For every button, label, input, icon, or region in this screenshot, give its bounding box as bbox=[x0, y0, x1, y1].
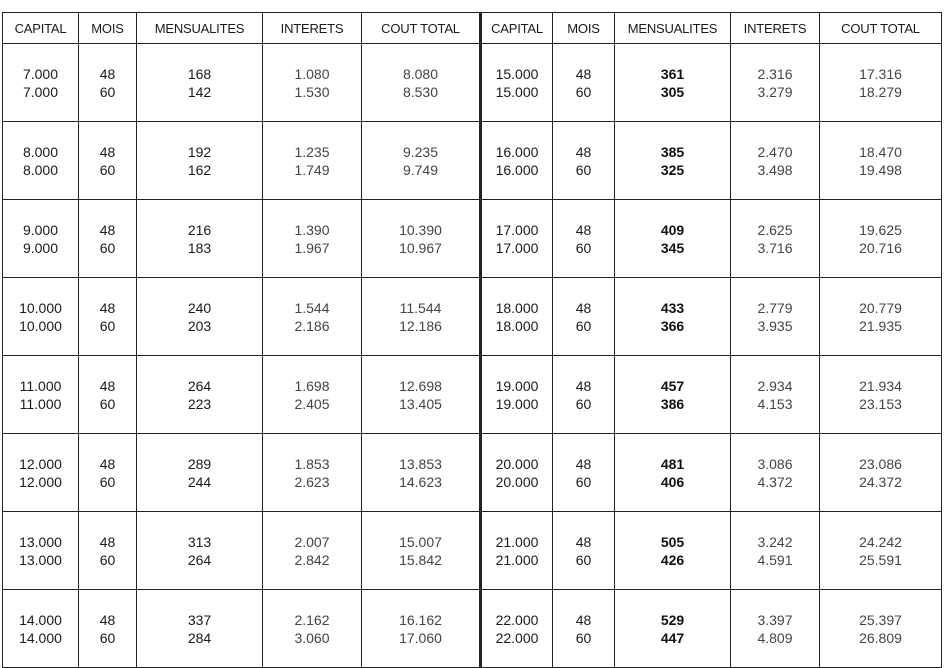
right-mensualites-cell bbox=[615, 278, 731, 356]
header-right-mensualites: MENSUALITES bbox=[615, 13, 731, 44]
cout-total-value-60: 21.935 bbox=[859, 317, 902, 334]
interets-value-60: 3.498 bbox=[757, 161, 793, 178]
mensualites-value-48: 313 bbox=[187, 533, 212, 550]
interets-value-60: 2.186 bbox=[294, 317, 330, 334]
right-cout-total-cell bbox=[820, 434, 942, 512]
mois-value-48: 48 bbox=[575, 455, 592, 472]
left-cout-total-cell bbox=[362, 278, 481, 356]
left-interets-cell bbox=[263, 44, 362, 122]
interets-value-48: 1.544 bbox=[294, 299, 330, 316]
mensualites-value-60: 142 bbox=[187, 83, 212, 100]
interets-value-48: 2.007 bbox=[294, 533, 330, 550]
capital-value-48: 9.000 bbox=[22, 221, 59, 238]
capital-value-48: 17.000 bbox=[495, 221, 539, 238]
left-cout-total-cell bbox=[362, 434, 481, 512]
cout-total-value-48: 8.080 bbox=[402, 65, 439, 82]
interets-value-48: 1.080 bbox=[294, 65, 330, 82]
interets-value-48: 3.086 bbox=[757, 455, 793, 472]
mois-value-60: 60 bbox=[99, 395, 116, 412]
right-mois-cell bbox=[553, 278, 615, 356]
right-capital-cell bbox=[481, 200, 553, 278]
cout-total-value-60: 24.372 bbox=[859, 473, 902, 490]
right-cout-total-cell bbox=[820, 590, 942, 668]
cout-total-value-60: 19.498 bbox=[859, 161, 902, 178]
right-mensualites-cell bbox=[615, 512, 731, 590]
header-right-cout-total: COUT TOTAL bbox=[820, 13, 942, 44]
capital-value-48: 13.000 bbox=[19, 533, 62, 550]
interets-value-48: 1.235 bbox=[294, 143, 330, 160]
mois-value-60: 60 bbox=[99, 161, 116, 178]
cout-total-value-60: 13.405 bbox=[399, 395, 442, 412]
cout-total-value-60: 25.591 bbox=[859, 551, 902, 568]
left-interets-cell bbox=[263, 590, 362, 668]
right-mensualites-cell bbox=[615, 44, 731, 122]
mensualites-value-48: 529 bbox=[660, 611, 685, 628]
mois-value-60: 60 bbox=[99, 83, 116, 100]
right-mois-cell bbox=[553, 512, 615, 590]
right-cout-total-cell bbox=[820, 44, 942, 122]
interets-value-48: 1.390 bbox=[294, 221, 330, 238]
mensualites-value-48: 505 bbox=[660, 533, 685, 550]
mois-value-48: 48 bbox=[575, 533, 592, 550]
right-mois-cell bbox=[553, 122, 615, 200]
header-left-interets: INTERETS bbox=[263, 13, 362, 44]
right-capital-cell bbox=[481, 356, 553, 434]
mois-value-60: 60 bbox=[575, 161, 592, 178]
right-capital-cell bbox=[481, 590, 553, 668]
cout-total-value-48: 11.544 bbox=[399, 299, 442, 316]
right-interets-cell bbox=[731, 512, 820, 590]
left-mensualites-cell bbox=[137, 278, 263, 356]
mois-value-60: 60 bbox=[99, 473, 116, 490]
left-interets-cell bbox=[263, 512, 362, 590]
mensualites-value-48: 409 bbox=[660, 221, 685, 238]
left-cout-total-cell bbox=[362, 200, 481, 278]
mois-value-60: 60 bbox=[575, 83, 592, 100]
left-mois-cell bbox=[79, 590, 137, 668]
capital-value-60: 13.000 bbox=[19, 551, 62, 568]
left-mensualites-cell bbox=[137, 590, 263, 668]
mois-value-60: 60 bbox=[99, 551, 116, 568]
cout-total-value-48: 12.698 bbox=[399, 377, 442, 394]
cout-total-value-60: 12.186 bbox=[399, 317, 442, 334]
cout-total-value-60: 15.842 bbox=[399, 551, 442, 568]
right-interets-cell bbox=[731, 356, 820, 434]
cout-total-value-48: 23.086 bbox=[859, 455, 902, 472]
left-mensualites-cell bbox=[137, 44, 263, 122]
interets-value-48: 2.316 bbox=[757, 65, 793, 82]
capital-value-48: 12.000 bbox=[19, 455, 62, 472]
cout-total-value-48: 10.390 bbox=[399, 221, 442, 238]
mensualites-value-60: 264 bbox=[187, 551, 212, 568]
right-interets-cell bbox=[731, 278, 820, 356]
interets-value-60: 2.842 bbox=[294, 551, 330, 568]
interets-value-60: 4.591 bbox=[757, 551, 793, 568]
cout-total-value-60: 20.716 bbox=[859, 239, 902, 256]
left-capital-cell bbox=[3, 434, 79, 512]
cout-total-value-60: 18.279 bbox=[859, 83, 902, 100]
left-cout-total-cell bbox=[362, 590, 481, 668]
left-interets-cell bbox=[263, 278, 362, 356]
interets-value-60: 1.749 bbox=[294, 161, 330, 178]
left-interets-cell bbox=[263, 200, 362, 278]
header-left-cout-total: COUT TOTAL bbox=[362, 13, 481, 44]
interets-value-60: 2.405 bbox=[294, 395, 330, 412]
header-right-capital: CAPITAL bbox=[481, 13, 553, 44]
right-cout-total-cell bbox=[820, 122, 942, 200]
capital-value-60: 15.000 bbox=[495, 83, 539, 100]
capital-value-60: 12.000 bbox=[19, 473, 62, 490]
capital-value-48: 15.000 bbox=[495, 65, 539, 82]
right-mois-cell bbox=[553, 44, 615, 122]
cout-total-value-60: 8.530 bbox=[402, 83, 439, 100]
interets-value-48: 2.934 bbox=[757, 377, 793, 394]
right-mois-cell bbox=[553, 434, 615, 512]
interets-value-60: 3.716 bbox=[757, 239, 793, 256]
interets-value-48: 1.698 bbox=[294, 377, 330, 394]
mensualites-value-48: 457 bbox=[660, 377, 685, 394]
mois-value-48: 48 bbox=[99, 533, 116, 550]
capital-value-48: 19.000 bbox=[495, 377, 539, 394]
capital-value-60: 11.000 bbox=[19, 395, 62, 412]
left-capital-cell bbox=[3, 44, 79, 122]
mensualites-value-48: 337 bbox=[187, 611, 212, 628]
mois-value-48: 48 bbox=[99, 377, 116, 394]
mois-value-60: 60 bbox=[99, 629, 116, 646]
interets-value-48: 2.162 bbox=[294, 611, 330, 628]
right-mensualites-cell bbox=[615, 434, 731, 512]
mois-value-60: 60 bbox=[575, 317, 592, 334]
interets-value-48: 2.470 bbox=[757, 143, 793, 160]
interets-value-48: 3.242 bbox=[757, 533, 793, 550]
interets-value-60: 3.279 bbox=[757, 83, 793, 100]
capital-value-48: 11.000 bbox=[19, 377, 62, 394]
mois-value-60: 60 bbox=[575, 239, 592, 256]
mensualites-value-48: 481 bbox=[660, 455, 685, 472]
interets-value-60: 4.809 bbox=[757, 629, 793, 646]
interets-value-60: 1.967 bbox=[294, 239, 330, 256]
cout-total-value-60: 26.809 bbox=[859, 629, 902, 646]
left-capital-cell bbox=[3, 200, 79, 278]
left-capital-cell bbox=[3, 278, 79, 356]
interets-value-60: 3.935 bbox=[757, 317, 793, 334]
left-cout-total-cell bbox=[362, 512, 481, 590]
interets-value-60: 4.372 bbox=[757, 473, 793, 490]
capital-value-48: 18.000 bbox=[495, 299, 539, 316]
right-mois-cell bbox=[553, 200, 615, 278]
mensualites-value-60: 447 bbox=[660, 629, 685, 646]
capital-value-60: 9.000 bbox=[22, 239, 59, 256]
right-interets-cell bbox=[731, 200, 820, 278]
capital-value-48: 21.000 bbox=[495, 533, 539, 550]
left-mois-cell bbox=[79, 122, 137, 200]
right-cout-total-cell bbox=[820, 512, 942, 590]
capital-value-60: 16.000 bbox=[495, 161, 539, 178]
mois-value-48: 48 bbox=[99, 455, 116, 472]
capital-value-60: 20.000 bbox=[495, 473, 539, 490]
left-mois-cell bbox=[79, 200, 137, 278]
mois-value-60: 60 bbox=[575, 473, 592, 490]
mois-value-48: 48 bbox=[99, 221, 116, 238]
mois-value-48: 48 bbox=[575, 611, 592, 628]
capital-value-48: 16.000 bbox=[495, 143, 539, 160]
header-right-mois: MOIS bbox=[553, 13, 615, 44]
mois-value-60: 60 bbox=[575, 395, 592, 412]
left-capital-cell bbox=[3, 590, 79, 668]
left-mois-cell bbox=[79, 44, 137, 122]
capital-value-48: 8.000 bbox=[22, 143, 59, 160]
mensualites-value-60: 366 bbox=[660, 317, 685, 334]
interets-value-48: 2.779 bbox=[757, 299, 793, 316]
mois-value-48: 48 bbox=[575, 143, 592, 160]
left-interets-cell bbox=[263, 122, 362, 200]
table-row bbox=[3, 434, 942, 512]
right-mensualites-cell bbox=[615, 200, 731, 278]
right-capital-cell bbox=[481, 434, 553, 512]
left-cout-total-cell bbox=[362, 44, 481, 122]
left-mois-cell bbox=[79, 278, 137, 356]
cout-total-value-48: 20.779 bbox=[859, 299, 902, 316]
table-row bbox=[3, 278, 942, 356]
header-left-mensualites: MENSUALITES bbox=[137, 13, 263, 44]
capital-value-48: 10.000 bbox=[19, 299, 62, 316]
left-mensualites-cell bbox=[137, 356, 263, 434]
mois-value-60: 60 bbox=[99, 239, 116, 256]
interets-value-60: 4.153 bbox=[757, 395, 793, 412]
capital-value-60: 19.000 bbox=[495, 395, 539, 412]
cout-total-value-48: 13.853 bbox=[399, 455, 442, 472]
mois-value-48: 48 bbox=[575, 221, 592, 238]
mensualites-value-60: 406 bbox=[660, 473, 685, 490]
left-capital-cell bbox=[3, 512, 79, 590]
left-mensualites-cell bbox=[137, 434, 263, 512]
right-capital-cell bbox=[481, 512, 553, 590]
table-row bbox=[3, 590, 942, 668]
interets-value-48: 3.397 bbox=[757, 611, 793, 628]
cout-total-value-60: 10.967 bbox=[399, 239, 442, 256]
right-mois-cell bbox=[553, 356, 615, 434]
cout-total-value-48: 9.235 bbox=[402, 143, 439, 160]
mensualites-value-60: 426 bbox=[660, 551, 685, 568]
mensualites-value-60: 284 bbox=[187, 629, 212, 646]
right-cout-total-cell bbox=[820, 200, 942, 278]
cout-total-value-48: 16.162 bbox=[399, 611, 442, 628]
mensualites-value-60: 162 bbox=[187, 161, 212, 178]
mois-value-48: 48 bbox=[99, 611, 116, 628]
mois-value-48: 48 bbox=[575, 377, 592, 394]
mensualites-value-60: 305 bbox=[660, 83, 685, 100]
capital-value-60: 8.000 bbox=[22, 161, 59, 178]
right-capital-cell bbox=[481, 122, 553, 200]
mensualites-value-48: 433 bbox=[660, 299, 685, 316]
cout-total-value-48: 18.470 bbox=[859, 143, 902, 160]
right-mensualites-cell bbox=[615, 356, 731, 434]
mensualites-value-48: 240 bbox=[187, 299, 212, 316]
left-mois-cell bbox=[79, 434, 137, 512]
left-interets-cell bbox=[263, 356, 362, 434]
table-body bbox=[3, 44, 942, 668]
cout-total-value-60: 17.060 bbox=[399, 629, 442, 646]
table-row bbox=[3, 356, 942, 434]
table-header-row bbox=[3, 13, 942, 44]
left-capital-cell bbox=[3, 356, 79, 434]
cout-total-value-60: 23.153 bbox=[859, 395, 902, 412]
capital-value-48: 22.000 bbox=[495, 611, 539, 628]
mensualites-value-60: 244 bbox=[187, 473, 212, 490]
mensualites-value-60: 386 bbox=[660, 395, 685, 412]
mois-value-48: 48 bbox=[99, 65, 116, 82]
mois-value-60: 60 bbox=[99, 317, 116, 334]
right-mensualites-cell bbox=[615, 122, 731, 200]
loan-repayment-table bbox=[2, 12, 942, 668]
cout-total-value-60: 14.623 bbox=[399, 473, 442, 490]
cout-total-value-48: 19.625 bbox=[859, 221, 902, 238]
mois-value-60: 60 bbox=[575, 629, 592, 646]
left-interets-cell bbox=[263, 434, 362, 512]
right-capital-cell bbox=[481, 278, 553, 356]
right-capital-cell bbox=[481, 44, 553, 122]
mensualites-value-60: 203 bbox=[187, 317, 212, 334]
mensualites-value-48: 192 bbox=[187, 143, 212, 160]
left-mensualites-cell bbox=[137, 512, 263, 590]
right-interets-cell bbox=[731, 122, 820, 200]
header-left-mois: MOIS bbox=[79, 13, 137, 44]
mensualites-value-60: 345 bbox=[660, 239, 685, 256]
table-row bbox=[3, 200, 942, 278]
right-mensualites-cell bbox=[615, 590, 731, 668]
cout-total-value-48: 24.242 bbox=[859, 533, 902, 550]
mensualites-value-60: 223 bbox=[187, 395, 212, 412]
table-row bbox=[3, 44, 942, 122]
capital-value-60: 14.000 bbox=[19, 629, 62, 646]
capital-value-48: 20.000 bbox=[495, 455, 539, 472]
header-left-capital: CAPITAL bbox=[3, 13, 79, 44]
cout-total-value-48: 15.007 bbox=[399, 533, 442, 550]
right-cout-total-cell bbox=[820, 278, 942, 356]
interets-value-60: 2.623 bbox=[294, 473, 330, 490]
mensualites-value-48: 264 bbox=[187, 377, 212, 394]
capital-value-60: 7.000 bbox=[22, 83, 59, 100]
mensualites-value-48: 216 bbox=[187, 221, 212, 238]
right-mois-cell bbox=[553, 590, 615, 668]
mois-value-48: 48 bbox=[99, 299, 116, 316]
capital-value-60: 18.000 bbox=[495, 317, 539, 334]
left-mensualites-cell bbox=[137, 200, 263, 278]
left-mois-cell bbox=[79, 356, 137, 434]
left-mensualites-cell bbox=[137, 122, 263, 200]
right-interets-cell bbox=[731, 590, 820, 668]
cout-total-value-48: 17.316 bbox=[859, 65, 902, 82]
interets-value-48: 1.853 bbox=[294, 455, 330, 472]
mois-value-48: 48 bbox=[575, 299, 592, 316]
interets-value-48: 2.625 bbox=[757, 221, 793, 238]
mois-value-48: 48 bbox=[99, 143, 116, 160]
mensualites-value-60: 325 bbox=[660, 161, 685, 178]
right-interets-cell bbox=[731, 434, 820, 512]
cout-total-value-48: 25.397 bbox=[859, 611, 902, 628]
capital-value-48: 7.000 bbox=[22, 65, 59, 82]
cout-total-value-60: 9.749 bbox=[402, 161, 439, 178]
left-capital-cell bbox=[3, 122, 79, 200]
mois-value-60: 60 bbox=[575, 551, 592, 568]
table-row bbox=[3, 122, 942, 200]
capital-value-60: 22.000 bbox=[495, 629, 539, 646]
capital-value-48: 14.000 bbox=[19, 611, 62, 628]
left-cout-total-cell bbox=[362, 122, 481, 200]
mensualites-value-48: 385 bbox=[660, 143, 685, 160]
mensualites-value-48: 168 bbox=[187, 65, 212, 82]
interets-value-60: 1.530 bbox=[294, 83, 330, 100]
capital-value-60: 10.000 bbox=[19, 317, 62, 334]
capital-value-60: 21.000 bbox=[495, 551, 539, 568]
right-interets-cell bbox=[731, 44, 820, 122]
right-cout-total-cell bbox=[820, 356, 942, 434]
cout-total-value-48: 21.934 bbox=[859, 377, 902, 394]
capital-value-60: 17.000 bbox=[495, 239, 539, 256]
left-mois-cell bbox=[79, 512, 137, 590]
table-row bbox=[3, 512, 942, 590]
mensualites-value-60: 183 bbox=[187, 239, 212, 256]
header-right-interets: INTERETS bbox=[731, 13, 820, 44]
mois-value-48: 48 bbox=[575, 65, 592, 82]
mensualites-value-48: 289 bbox=[187, 455, 212, 472]
interets-value-60: 3.060 bbox=[294, 629, 330, 646]
mensualites-value-48: 361 bbox=[660, 65, 685, 82]
left-cout-total-cell bbox=[362, 356, 481, 434]
